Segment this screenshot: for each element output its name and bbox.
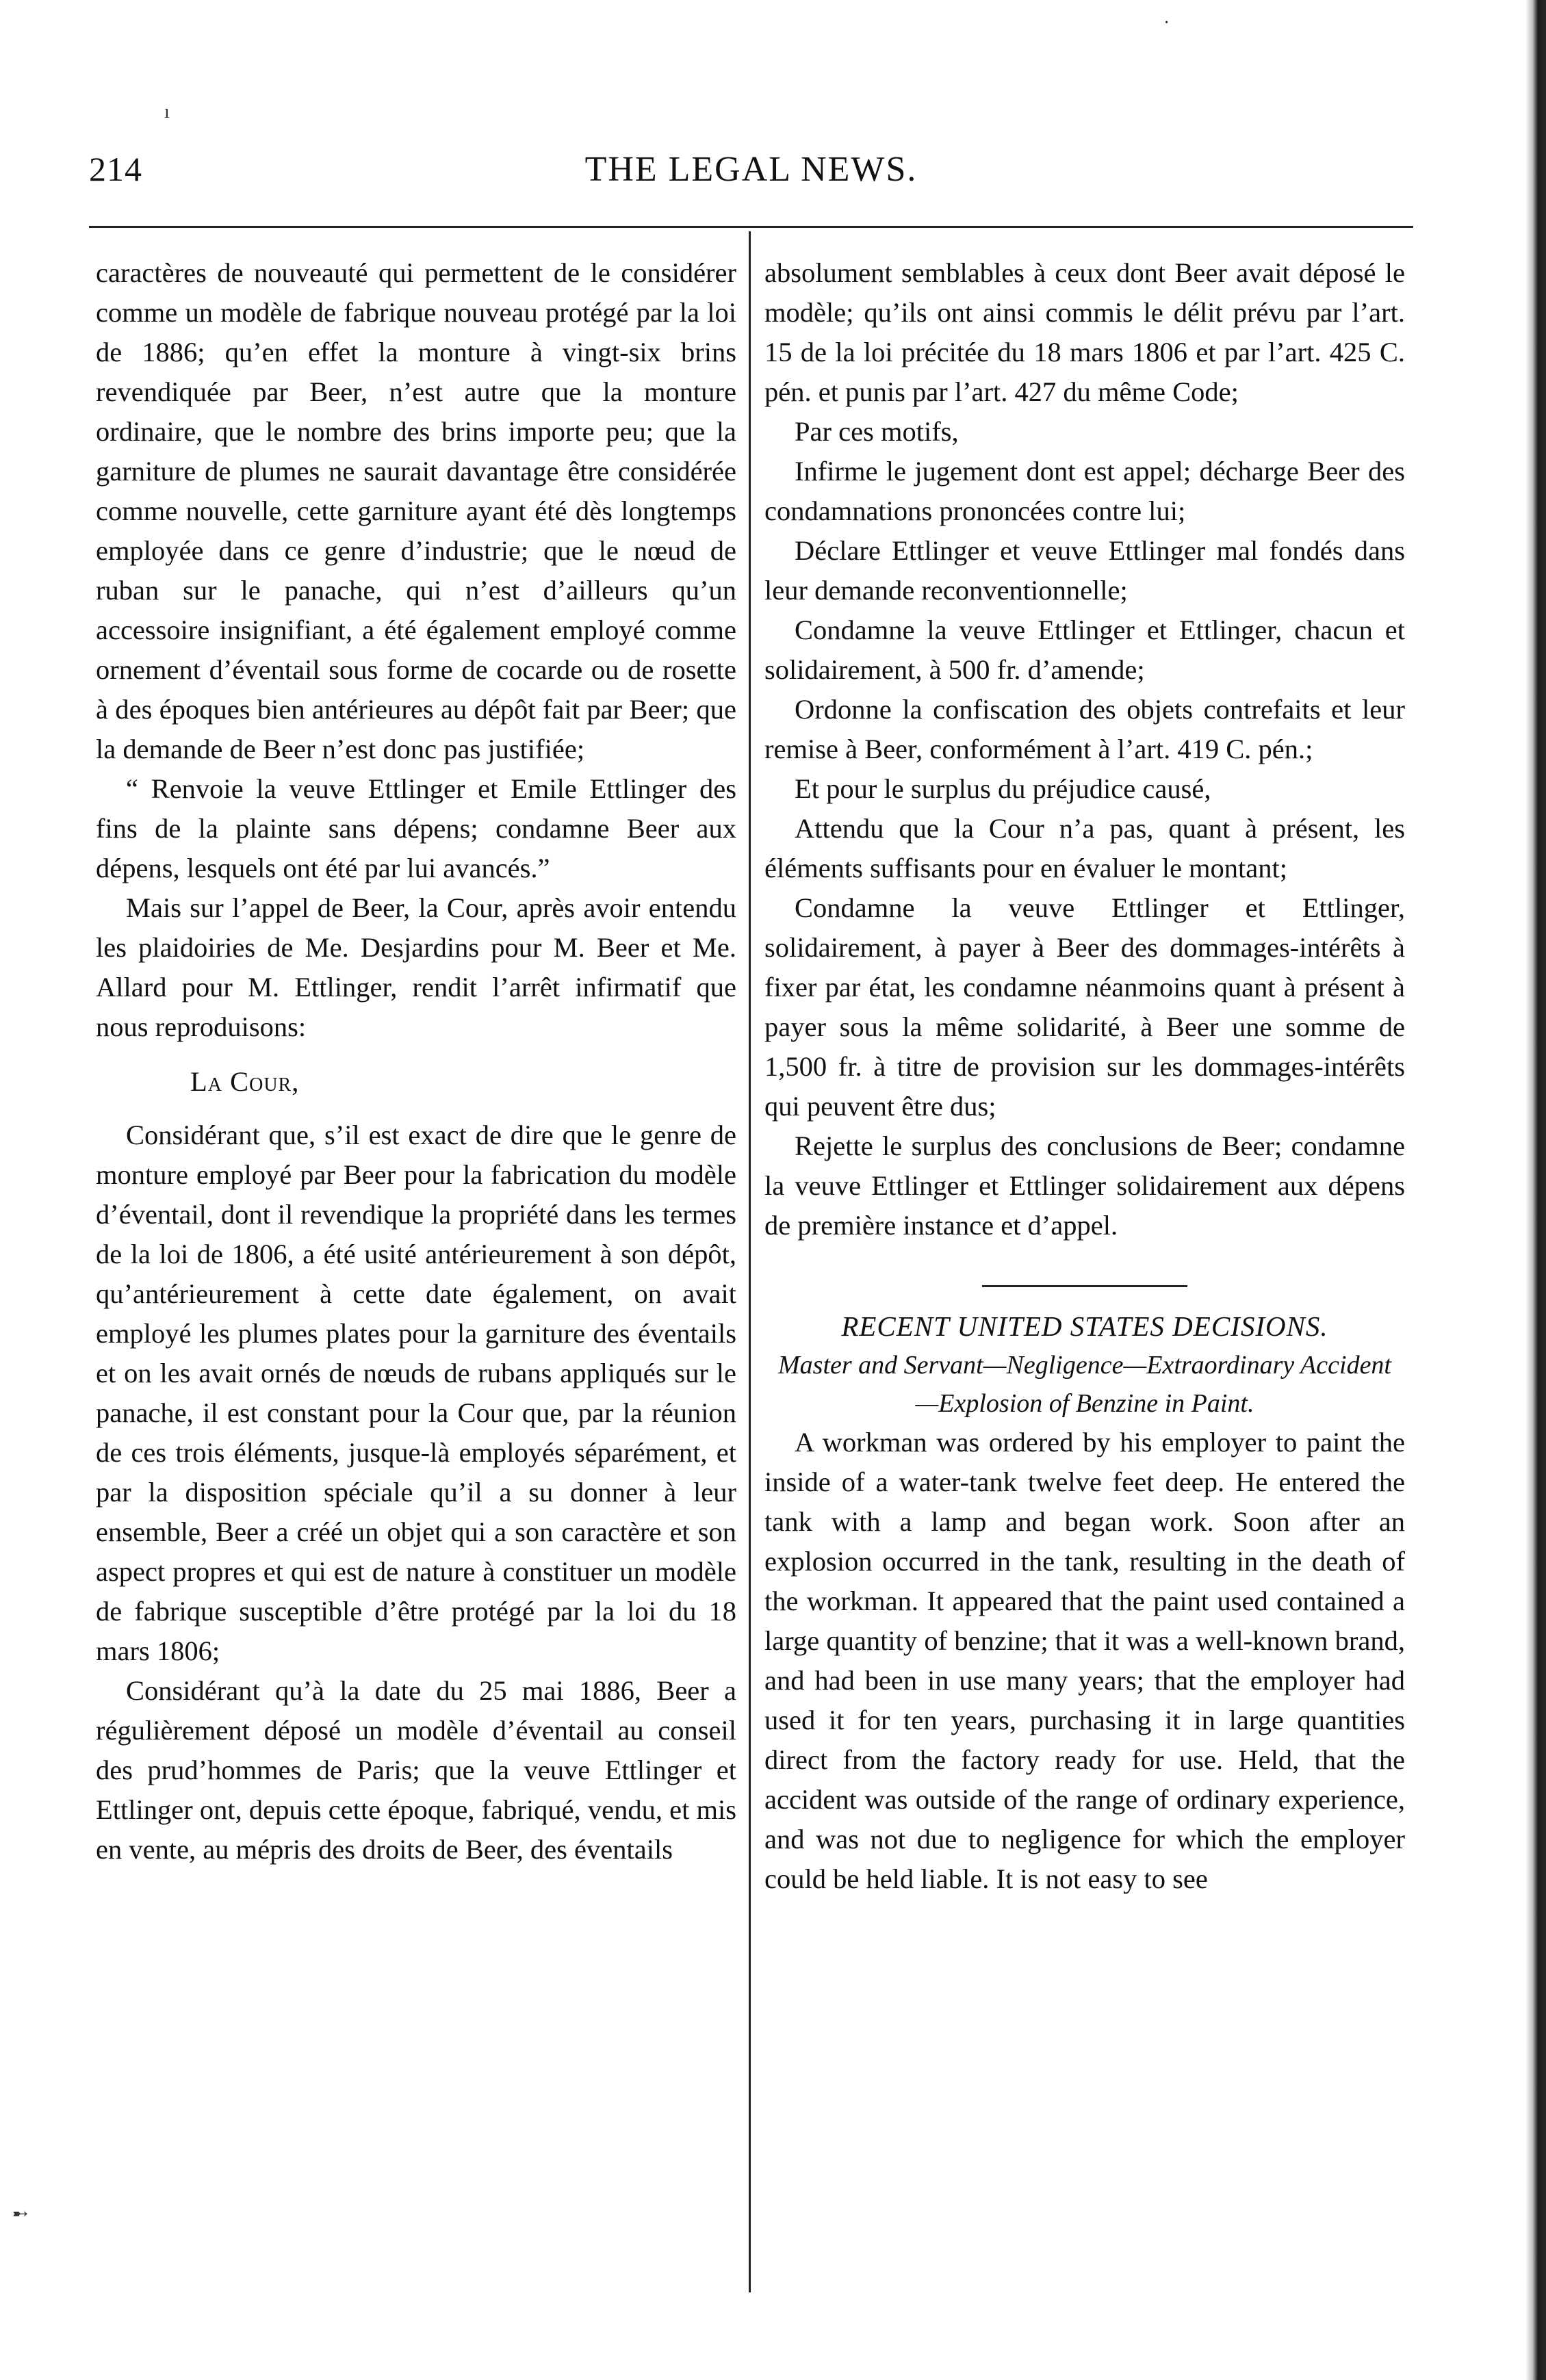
court-heading: La Cour,	[190, 1066, 300, 1097]
section-title: RECENT UNITED STATES DECISIONS.	[841, 1310, 1328, 1342]
paragraph: Condamne la veuve Ettlinger et Ettlinger, solidairement, à payer à Beer des dommages-intérêts à fixer par état, les condamne néanmoins quant à présent à payer sous la même solidarité, à Beer une somme de 1,500 fr. à titre de provision sur les dommages-intérêts qui peuvent être dus;	[764, 892, 1405, 1122]
column-divider	[749, 231, 751, 2292]
case-paragraph: A workman was ordered by his employer to paint the inside of a water-tank twelve feet deep. He entered the tank with a lamp and began work. Soon after an explosion occurred in the tank, resulting in the death of the workman. It appeared that the paint used contained a large quantity of benzine; that it was a well-known brand, and had been in use many years; that the employer had used it for ten years, purchasing it in large quantities direct from the factory ready for use. Held, that the accident was outside of the range of ordinary experience, and was not due to negligence for which the employer could be held liable. It is not easy to see	[764, 1427, 1405, 1894]
paragraph: Infirme le jugement dont est appel; décharge Beer des condamnations prononcées contre lui;	[764, 456, 1405, 526]
paragraph: Déclare Ettlinger et veuve Ettlinger mal fondés dans leur demande reconventionnelle;	[764, 535, 1405, 606]
paragraph: Rejette le surplus des conclusions de Beer; condamne la veuve Ettlinger et Ettlinger solidairement aux dépens de première instance et d’appel.	[764, 1130, 1405, 1241]
section-rule	[982, 1285, 1187, 1287]
paragraph: absolument semblables à ceux dont Beer avait déposé le modèle; qu’ils ont ainsi commis le délit prévu par l’art. 15 de la loi précitée du 18 mars 1806 et par l’art. 425 C. pén. et punis par l’art. 427 du même Code;	[764, 257, 1405, 407]
paragraph: Considérant qu’à la date du 25 mai 1886, Beer a régulièrement déposé un modèle d’éventail au conseil des prud’hommes de Paris; que la veuve Ettlinger et Ettlinger ont, depuis cette époque, fabriqué, vendu, et mis en vente, au mépris des droits de Beer, des éventails	[96, 1675, 736, 1865]
stray-ink-mark: ·	[1163, 12, 1170, 34]
case-title: Master and Servant—Negligence—Extraordinary Accident—Explosion of Benzine in Paint.	[778, 1351, 1391, 1418]
paragraph: Et pour le surplus du préjudice causé,	[795, 773, 1211, 804]
paragraph: Par ces motifs,	[795, 416, 959, 447]
paragraph: Condamne la veuve Ettlinger et Ettlinger, chacun et solidairement, à 500 fr. d’amende;	[764, 615, 1405, 685]
paragraph: “ Renvoie la veuve Ettlinger et Emile Ettlinger des fins de la plainte sans dépens; condamne Beer aux dépens, lesquels ont été par lui avancés.”	[96, 773, 736, 883]
page-header	[89, 149, 1413, 197]
stray-ink-mark: ➸	[12, 2203, 29, 2225]
paragraph: Ordonne la confiscation des objets contrefaits et leur remise à Beer, conformément à l’art. 419 C. pén.;	[764, 694, 1405, 764]
scanned-page-edge	[1525, 0, 1546, 2380]
page-number: 214	[89, 150, 142, 188]
header-rule	[89, 226, 1413, 228]
paragraph: Attendu que la Cour n’a pas, quant à présent, les éléments suffisants pour en évaluer le montant;	[764, 813, 1405, 883]
left-column	[96, 253, 736, 2306]
paragraph: caractères de nouveauté qui permettent de le considérer comme un modèle de fabrique nouveau protégé par la loi de 1886; qu’en effet la monture à vingt-six brins revendiquée par Beer, n’est autre que la monture ordinaire, que le nombre des brins importe peu; que la garniture de plumes ne saurait davantage être considérée comme nouvelle, cette garniture ayant été dès longtemps employée dans ce genre d’industrie; que le nœud de ruban sur le panache, qui n’est d’ailleurs qu’un accessoire insignifiant, a été également employé comme ornement d’éventail sous forme de cocarde ou de rosette à des époques bien antérieures au dépôt fait par Beer; que la demande de Beer n’est donc pas justifiée;	[96, 257, 736, 764]
right-column	[764, 253, 1405, 2306]
stray-ink-mark: ı	[164, 101, 170, 122]
running-title: THE LEGAL NEWS.	[584, 150, 918, 189]
paragraph: Considérant que, s’il est exact de dire que le genre de monture employé par Beer pour la fabrication du modèle d’éventail, dont il revendique la propriété dans les termes de la loi de 1806, a été usité antérieurement à son dépôt, qu’antérieurement à cette date également, on avait employé les plumes plates pour la garniture des éventails et on les avait ornés de nœuds de rubans appliqués sur le panache, il est constant pour la Cour que, par la réunion de ces trois éléments, jusque-là employés séparément, et par la disposition spéciale qu’il a su donner à leur ensemble, Beer a créé un objet qui a son caractère et son aspect propres et qui est de nature à constituer un modèle de fabrique susceptible d’être protégé par la loi du 18 mars 1806;	[96, 1120, 736, 1666]
paragraph: Mais sur l’appel de Beer, la Cour, après avoir entendu les plaidoiries de Me. Desjardins pour M. Beer et Me. Allard pour M. Ettlinger, rendit l’arrêt infirmatif que nous reproduisons:	[96, 892, 736, 1042]
